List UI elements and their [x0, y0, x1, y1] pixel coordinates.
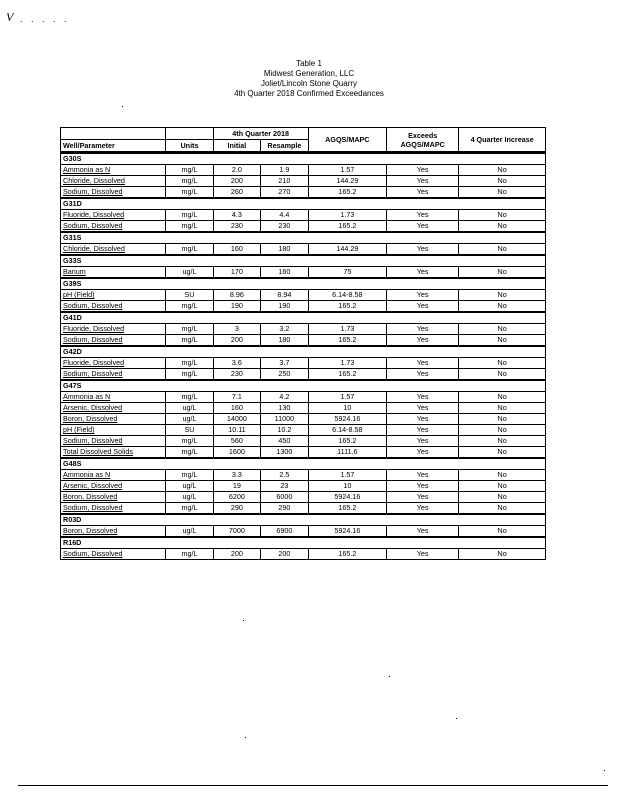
company-name: Midwest Generation, LLC — [263, 69, 355, 78]
cell-agqs-mapc: 165.2 — [308, 503, 386, 515]
cell-parameter: Chloride, Dissolved — [61, 244, 166, 256]
table-row — [61, 492, 546, 503]
cell-resample: 6900 — [261, 526, 308, 538]
cell-increase: No — [459, 210, 546, 221]
cell-resample: 1300 — [261, 447, 308, 459]
cell-agqs-mapc: 144.29 — [308, 176, 386, 187]
scan-speck — [389, 676, 390, 677]
cell-units: mg/L — [166, 447, 213, 459]
cell-exceeds: Yes — [387, 290, 459, 301]
cell-exceeds: Yes — [387, 470, 459, 481]
cell-initial: 230 — [213, 221, 260, 233]
cell-parameter: pH (Field) — [61, 425, 166, 436]
cell-increase: No — [459, 414, 546, 425]
table-row — [61, 210, 546, 221]
well-id: R16D — [61, 537, 546, 549]
cell-initial: 190 — [213, 301, 260, 313]
cell-resample: 130 — [261, 403, 308, 414]
cell-initial: 560 — [213, 436, 260, 447]
cell-parameter: Ammonia as N — [61, 165, 166, 176]
cell-units: SU — [166, 290, 213, 301]
cell-exceeds: Yes — [387, 267, 459, 279]
cell-agqs-mapc: 6.14-8.58 — [308, 425, 386, 436]
cell-units: mg/L — [166, 187, 213, 199]
cell-initial: 7000 — [213, 526, 260, 538]
cell-agqs-mapc: 165.2 — [308, 335, 386, 347]
table-number: Table 1 — [296, 59, 322, 68]
table-row — [61, 425, 546, 436]
cell-agqs-mapc: 165.2 — [308, 549, 386, 560]
cell-agqs-mapc: 1111.6 — [308, 447, 386, 459]
cell-resample: 230 — [261, 221, 308, 233]
table-row — [61, 526, 546, 538]
cell-resample: 1.9 — [261, 165, 308, 176]
well-row — [61, 278, 546, 290]
cell-parameter: Fluoride, Dissolved — [61, 210, 166, 221]
cell-increase: No — [459, 526, 546, 538]
cell-initial: 2.0 — [213, 165, 260, 176]
cell-parameter: Chloride, Dissolved — [61, 176, 166, 187]
header-units: Units — [166, 140, 213, 153]
cell-resample: 180 — [261, 335, 308, 347]
scan-mark: V — [6, 10, 14, 24]
cell-parameter: Fluoride, Dissolved — [61, 358, 166, 369]
cell-resample: 4.2 — [261, 392, 308, 403]
header-agqs: AGQS/MAPC — [308, 128, 386, 153]
well-row — [61, 380, 546, 392]
cell-increase: No — [459, 447, 546, 459]
cell-units: mg/L — [166, 470, 213, 481]
well-id: G31S — [61, 232, 546, 244]
cell-initial: 200 — [213, 549, 260, 560]
cell-units: mg/L — [166, 503, 213, 515]
cell-resample: 23 — [261, 481, 308, 492]
cell-exceeds: Yes — [387, 324, 459, 335]
cell-exceeds: Yes — [387, 301, 459, 313]
cell-resample: 450 — [261, 436, 308, 447]
cell-initial: 6200 — [213, 492, 260, 503]
well-id: G41D — [61, 312, 546, 324]
table-row — [61, 447, 546, 459]
well-id: G30S — [61, 153, 546, 165]
table-row — [61, 392, 546, 403]
cell-units: mg/L — [166, 210, 213, 221]
table-row — [61, 436, 546, 447]
cell-exceeds: Yes — [387, 481, 459, 492]
well-id: G47S — [61, 380, 546, 392]
cell-agqs-mapc: 165.2 — [308, 187, 386, 199]
scan-speck — [604, 770, 605, 771]
cell-initial: 160 — [213, 403, 260, 414]
cell-resample: 11000 — [261, 414, 308, 425]
cell-agqs-mapc: 10 — [308, 481, 386, 492]
well-id: G33S — [61, 255, 546, 267]
cell-increase: No — [459, 301, 546, 313]
cell-initial: 14000 — [213, 414, 260, 425]
cell-exceeds: Yes — [387, 549, 459, 560]
cell-increase: No — [459, 392, 546, 403]
cell-parameter: Arsenic, Dissolved — [61, 481, 166, 492]
cell-increase: No — [459, 425, 546, 436]
cell-initial: 1600 — [213, 447, 260, 459]
table-row — [61, 301, 546, 313]
site-name: Joliet/Lincoln Stone Quarry — [260, 79, 358, 88]
cell-units: ug/L — [166, 414, 213, 425]
cell-initial: 170 — [213, 267, 260, 279]
cell-units: mg/L — [166, 549, 213, 560]
cell-exceeds: Yes — [387, 244, 459, 256]
table-row — [61, 481, 546, 492]
cell-exceeds: Yes — [387, 425, 459, 436]
cell-exceeds: Yes — [387, 492, 459, 503]
header-increase: 4 Quarter Increase — [459, 128, 546, 153]
cell-agqs-mapc: 75 — [308, 267, 386, 279]
cell-exceeds: Yes — [387, 221, 459, 233]
well-row — [61, 537, 546, 549]
cell-increase: No — [459, 165, 546, 176]
scan-speck — [245, 737, 246, 738]
cell-initial: 160 — [213, 244, 260, 256]
cell-parameter: Fluoride, Dissolved — [61, 324, 166, 335]
header-well-parameter: Well/Parameter — [61, 140, 166, 153]
table-row — [61, 470, 546, 481]
header-initial: Initial — [213, 140, 260, 153]
cell-parameter: Sodium, Dissolved — [61, 335, 166, 347]
table-row — [61, 165, 546, 176]
cell-initial: 7.1 — [213, 392, 260, 403]
well-row — [61, 255, 546, 267]
header-quarter: 4th Quarter 2018 — [213, 128, 308, 140]
cell-increase: No — [459, 470, 546, 481]
cell-units: mg/L — [166, 301, 213, 313]
cell-agqs-mapc: 1.57 — [308, 165, 386, 176]
cell-increase: No — [459, 176, 546, 187]
cell-units: mg/L — [166, 335, 213, 347]
table-row — [61, 176, 546, 187]
table-row — [61, 324, 546, 335]
cell-parameter: Sodium, Dissolved — [61, 549, 166, 560]
cell-resample: 3.2 — [261, 324, 308, 335]
cell-resample: 10.2 — [261, 425, 308, 436]
cell-resample: 180 — [261, 244, 308, 256]
cell-units: SU — [166, 425, 213, 436]
cell-exceeds: Yes — [387, 165, 459, 176]
cell-initial: 3.3 — [213, 470, 260, 481]
table-row — [61, 267, 546, 279]
well-id: R03D — [61, 514, 546, 526]
exceedances-table — [60, 127, 546, 560]
cell-exceeds: Yes — [387, 436, 459, 447]
well-id: G48S — [61, 458, 546, 470]
cell-units: mg/L — [166, 244, 213, 256]
well-row — [61, 514, 546, 526]
cell-units: mg/L — [166, 176, 213, 187]
table-row — [61, 549, 546, 560]
scan-dots: . . . . . — [20, 14, 70, 24]
cell-exceeds: Yes — [387, 392, 459, 403]
cell-increase: No — [459, 481, 546, 492]
scan-speck — [456, 718, 457, 719]
cell-parameter: Ammonia as N — [61, 392, 166, 403]
well-id: G31D — [61, 198, 546, 210]
cell-exceeds: Yes — [387, 403, 459, 414]
cell-parameter: Boron, Dissolved — [61, 492, 166, 503]
cell-parameter: Ammonia as N — [61, 470, 166, 481]
cell-initial: 3.6 — [213, 358, 260, 369]
cell-exceeds: Yes — [387, 414, 459, 425]
well-row — [61, 458, 546, 470]
cell-increase: No — [459, 436, 546, 447]
cell-initial: 19 — [213, 481, 260, 492]
cell-agqs-mapc: 1.73 — [308, 324, 386, 335]
header-exceeds: Exceeds AGQS/MAPC — [387, 128, 459, 153]
scan-speck — [243, 620, 244, 621]
cell-units: mg/L — [166, 221, 213, 233]
cell-agqs-mapc: 165.2 — [308, 301, 386, 313]
cell-initial: 8.96 — [213, 290, 260, 301]
cell-agqs-mapc: 165.2 — [308, 436, 386, 447]
cell-agqs-mapc: 1.73 — [308, 358, 386, 369]
cell-increase: No — [459, 244, 546, 256]
well-id: G42D — [61, 346, 546, 358]
table-row — [61, 335, 546, 347]
cell-resample: 4.4 — [261, 210, 308, 221]
table-row — [61, 290, 546, 301]
cell-parameter: Total Dissolved Solids — [61, 447, 166, 459]
header-blank — [166, 128, 213, 140]
table-body — [61, 153, 546, 560]
cell-exceeds: Yes — [387, 335, 459, 347]
cell-increase: No — [459, 221, 546, 233]
header-blank — [61, 128, 166, 140]
cell-exceeds: Yes — [387, 176, 459, 187]
cell-increase: No — [459, 335, 546, 347]
cell-parameter: Arsenic, Dissolved — [61, 403, 166, 414]
well-row — [61, 153, 546, 165]
cell-exceeds: Yes — [387, 369, 459, 381]
cell-units: ug/L — [166, 481, 213, 492]
table-row — [61, 414, 546, 425]
cell-increase: No — [459, 492, 546, 503]
table-row — [61, 221, 546, 233]
cell-parameter: Boron, Dissolved — [61, 414, 166, 425]
cell-resample: 3.7 — [261, 358, 308, 369]
well-row — [61, 346, 546, 358]
table-row — [61, 503, 546, 515]
header-row-top — [61, 128, 546, 140]
cell-parameter: Sodium, Dissolved — [61, 436, 166, 447]
cell-exceeds: Yes — [387, 526, 459, 538]
cell-agqs-mapc: 1.57 — [308, 392, 386, 403]
cell-exceeds: Yes — [387, 187, 459, 199]
cell-units: ug/L — [166, 526, 213, 538]
table-row — [61, 358, 546, 369]
cell-initial: 4.3 — [213, 210, 260, 221]
cell-increase: No — [459, 267, 546, 279]
cell-units: mg/L — [166, 165, 213, 176]
cell-resample: 200 — [261, 549, 308, 560]
cell-parameter: Sodium, Dissolved — [61, 221, 166, 233]
cell-units: mg/L — [166, 358, 213, 369]
cell-increase: No — [459, 549, 546, 560]
cell-resample: 2.5 — [261, 470, 308, 481]
table-heading — [0, 59, 618, 99]
cell-agqs-mapc: 5924.16 — [308, 492, 386, 503]
cell-resample: 270 — [261, 187, 308, 199]
cell-exceeds: Yes — [387, 503, 459, 515]
cell-initial: 290 — [213, 503, 260, 515]
cell-agqs-mapc: 1.57 — [308, 470, 386, 481]
table-row — [61, 403, 546, 414]
table-row — [61, 244, 546, 256]
cell-parameter: Boron, Dissolved — [61, 526, 166, 538]
well-row — [61, 198, 546, 210]
page-bottom-rule — [18, 785, 608, 786]
cell-agqs-mapc: 5924.16 — [308, 526, 386, 538]
cell-increase: No — [459, 503, 546, 515]
cell-resample: 6000 — [261, 492, 308, 503]
cell-parameter: Sodium, Dissolved — [61, 301, 166, 313]
table-row — [61, 369, 546, 381]
well-row — [61, 312, 546, 324]
cell-increase: No — [459, 324, 546, 335]
cell-agqs-mapc: 165.2 — [308, 369, 386, 381]
cell-units: ug/L — [166, 403, 213, 414]
cell-increase: No — [459, 369, 546, 381]
cell-initial: 230 — [213, 369, 260, 381]
cell-initial: 200 — [213, 335, 260, 347]
cell-exceeds: Yes — [387, 210, 459, 221]
cell-agqs-mapc: 165.2 — [308, 221, 386, 233]
cell-agqs-mapc: 10 — [308, 403, 386, 414]
cell-initial: 3 — [213, 324, 260, 335]
cell-resample: 210 — [261, 176, 308, 187]
header-resample: Resample — [261, 140, 308, 153]
scan-speck — [122, 106, 123, 107]
cell-parameter: Sodium, Dissolved — [61, 187, 166, 199]
cell-initial: 260 — [213, 187, 260, 199]
cell-agqs-mapc: 5924.16 — [308, 414, 386, 425]
table-row — [61, 187, 546, 199]
cell-units: mg/L — [166, 369, 213, 381]
cell-parameter: Barium — [61, 267, 166, 279]
cell-increase: No — [459, 187, 546, 199]
cell-resample: 8.94 — [261, 290, 308, 301]
cell-exceeds: Yes — [387, 447, 459, 459]
cell-units: ug/L — [166, 492, 213, 503]
cell-resample: 290 — [261, 503, 308, 515]
cell-parameter: Sodium, Dissolved — [61, 503, 166, 515]
cell-units: mg/L — [166, 324, 213, 335]
cell-exceeds: Yes — [387, 358, 459, 369]
cell-units: ug/L — [166, 267, 213, 279]
table-title: 4th Quarter 2018 Confirmed Exceedances — [234, 89, 384, 98]
cell-agqs-mapc: 6.14-8.58 — [308, 290, 386, 301]
cell-resample: 250 — [261, 369, 308, 381]
cell-resample: 190 — [261, 301, 308, 313]
well-row — [61, 232, 546, 244]
cell-units: mg/L — [166, 392, 213, 403]
cell-parameter: Sodium, Dissolved — [61, 369, 166, 381]
well-id: G39S — [61, 278, 546, 290]
cell-initial: 10.11 — [213, 425, 260, 436]
cell-initial: 200 — [213, 176, 260, 187]
cell-units: mg/L — [166, 436, 213, 447]
cell-resample: 160 — [261, 267, 308, 279]
cell-agqs-mapc: 144.29 — [308, 244, 386, 256]
cell-increase: No — [459, 358, 546, 369]
cell-parameter: pH (Field) — [61, 290, 166, 301]
cell-agqs-mapc: 1.73 — [308, 210, 386, 221]
cell-increase: No — [459, 403, 546, 414]
cell-increase: No — [459, 290, 546, 301]
